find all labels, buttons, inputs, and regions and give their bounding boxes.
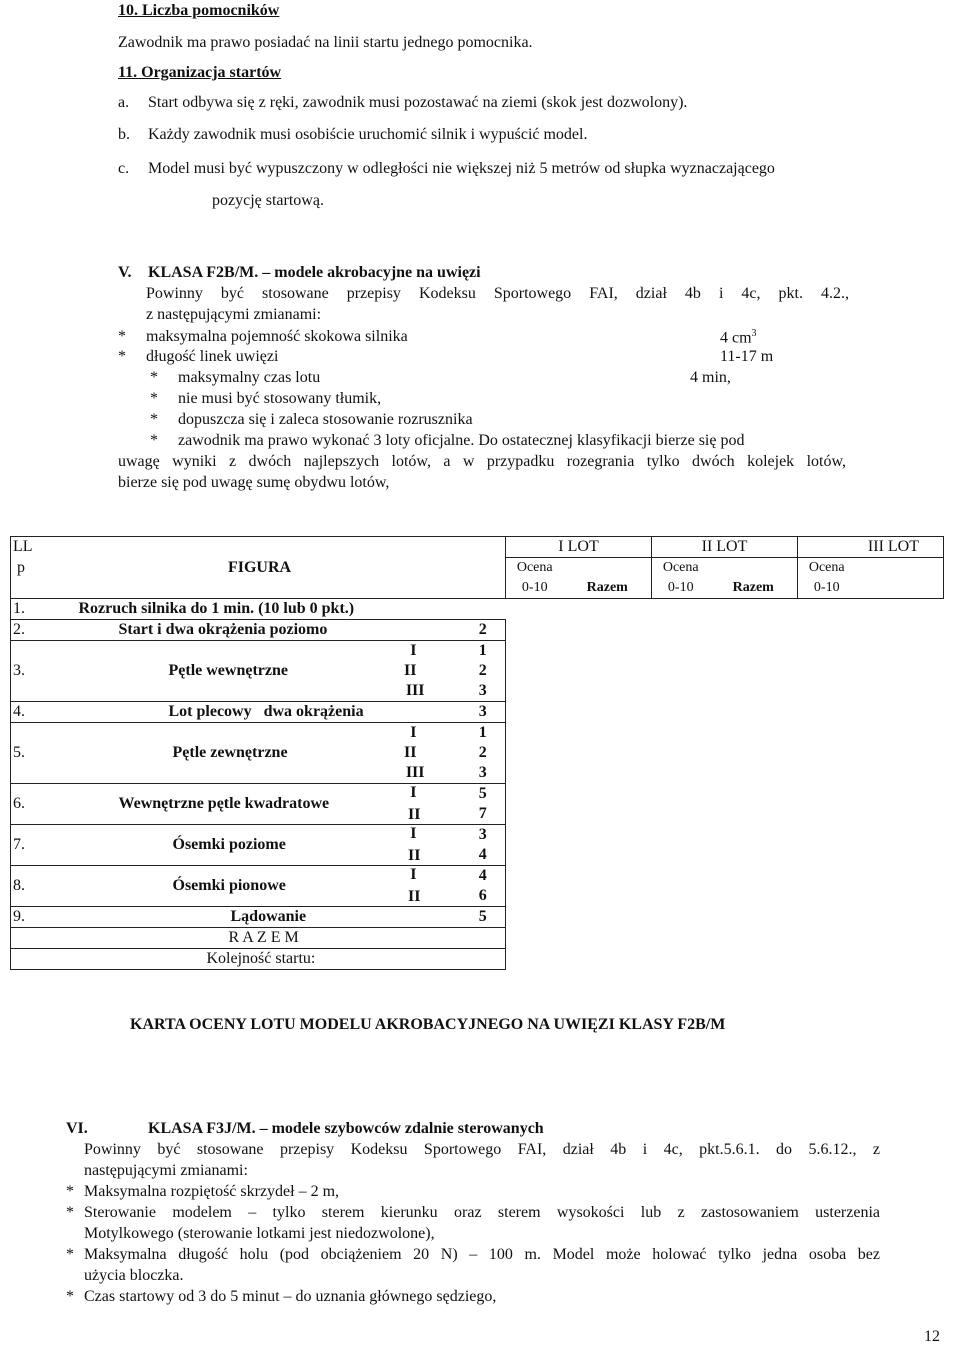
bullet-star: * [66, 1183, 74, 1200]
rule-item-3: maksymalny czas lotu [178, 369, 321, 386]
f3j-item-4: Czas startowy od 3 do 5 minut – do uznania głównego sędziego, [84, 1288, 497, 1305]
section-vi-subtitle: – modele szybowców zdalnie sterowanych [255, 1120, 544, 1137]
rule-item-5: dopuszcza się i zaleca stosowanie rozrusznika [178, 411, 473, 428]
range-1: 0-10 [521, 580, 548, 595]
lp-label-1: LL [13, 538, 33, 556]
figure-name: Lądowanie [59, 907, 461, 928]
ocena-2: Ocena [652, 558, 710, 579]
bullet-star: * [150, 390, 158, 407]
page-number: 12 [924, 1328, 940, 1345]
coefficient: 2 [461, 620, 506, 641]
total-label: R A Z E M [59, 928, 461, 949]
f3j-item-3-line2: użycia bloczka. [84, 1267, 184, 1284]
score-card-table [10, 536, 944, 970]
razem-2: Razem [732, 580, 774, 595]
card-title: KARTA OCENY LOTU MODELU AKROBACYJNEGO NA UWIĘZI KLASY F2B/M [130, 1016, 726, 1033]
repetition: II [404, 662, 417, 679]
figure-name: Rozruch silnika do 1 min. (10 lub 0 pkt.) [59, 599, 506, 620]
coefficient: 3 [461, 763, 506, 784]
item-b-label: b. [118, 126, 130, 143]
f3j-item-1: Maksymalna rozpiętość skrzydeł – 2 m, [84, 1183, 340, 1200]
coefficient: 1 [461, 723, 506, 744]
section-10-text: Zawodnik ma prawo posiadać na linii startu jednego pomocnika. [118, 34, 533, 51]
repetition: III [405, 764, 425, 781]
figura-header [59, 537, 461, 599]
ocena-1: Ocena [506, 558, 564, 579]
coefficient: 3 [461, 825, 506, 846]
item-a-text: Start odbywa się z ręki, zawodnik musi pozostawać na ziemi (skok jest dozwolony). [148, 94, 688, 111]
section-11-heading: 11. Organizacja startów [118, 64, 282, 81]
rule-item-6: zawodnik ma prawo wykonać 3 loty oficjalne. Do ostatecznej klasyfikacji bierze się pod [178, 432, 745, 449]
rule-item-1: maksymalna pojemność skokowa silnika [146, 328, 408, 345]
range-3: 0-10 [798, 578, 856, 599]
repetition: I [59, 641, 461, 662]
repetition: II [408, 806, 421, 823]
row-number: 6. [11, 784, 59, 825]
section-vi-class: KLASA F3J/M. [148, 1120, 256, 1137]
figure-name: Start i dwa okrążenia poziomo [59, 620, 461, 641]
bullet-star: * [66, 1246, 74, 1263]
repetition: III [405, 682, 425, 699]
figure-name [59, 743, 461, 763]
range-2: 0-10 [652, 578, 710, 599]
table-row [11, 949, 944, 970]
item-a-label: a. [118, 94, 130, 111]
figure-name-text: Pętle wewnętrzne [168, 662, 288, 679]
coefficient: 5 [461, 907, 506, 928]
razem-1: Razem [586, 580, 628, 595]
row-number: 4. [11, 702, 59, 723]
coefficient: 5 [461, 784, 506, 805]
figure-name-text: Wewnętrzne pętle kwadratowe [118, 795, 330, 812]
bullet-star: * [118, 328, 126, 345]
row-number: 8. [11, 866, 59, 907]
f3j-item-3-line1: Maksymalna długość holu (pod obciążeniem 20 N) – 100 m. Model może holować tylko jedna osoba bez [84, 1246, 880, 1263]
section-v-subtitle: – modele akrobacyjne na uwięzi [258, 264, 481, 281]
coefficient: 3 [461, 702, 506, 723]
section-v-class: KLASA F2B/M. [148, 264, 259, 281]
coefficient: 1 [461, 641, 506, 662]
bullet-star: * [118, 348, 126, 365]
coefficient: 2 [461, 743, 506, 763]
bullet-star: * [150, 432, 158, 449]
rule-item-2-value: 11-17 m [720, 348, 774, 365]
rule-item-4: nie musi być stosowany tłumik, [178, 390, 382, 407]
figure-name [59, 825, 461, 866]
repetition: I [59, 723, 461, 744]
row-number: 2. [11, 620, 59, 641]
item-b-text: Każdy zawodnik musi osobiście uruchomić silnik i wypuścić model. [148, 126, 588, 143]
table-row [11, 907, 944, 928]
figura-label: FIGURA [227, 558, 292, 576]
table-row [11, 825, 944, 846]
section-v-title [148, 264, 481, 282]
row-number: 5. [11, 743, 59, 763]
section-10-heading: 10. Liczba pomocników [118, 2, 280, 19]
table-row [11, 641, 944, 662]
figure-name-text: Ósemki poziome [172, 836, 286, 853]
row-number: 9. [11, 907, 59, 928]
section-vi-intro-line2: następującymi zmianami: [84, 1162, 248, 1179]
rule-item-2: długość linek uwięzi [146, 348, 279, 365]
bullet-star: * [66, 1204, 74, 1221]
repetition: I [410, 784, 417, 801]
coefficient: 4 [461, 866, 506, 887]
table-row [11, 723, 944, 744]
table-row [11, 620, 944, 641]
lp-label-2: p [17, 558, 25, 576]
table-row [11, 866, 944, 887]
bullet-star: * [150, 369, 158, 386]
coefficient: 4 [461, 845, 506, 866]
item-c-text: Model musi być wypuszczony w odległości nie większej niż 5 metrów od słupka wyznaczającego [148, 160, 775, 177]
rule-item-3-value: 4 min, [690, 369, 731, 386]
coefficient: 6 [461, 886, 506, 907]
section-v-number: V. [118, 264, 132, 281]
coefficient: 3 [461, 681, 506, 702]
f3j-item-2-line1: Sterowanie modelem – tylko sterem kierunku oraz sterem wysokości lub z zastosowaniem usterzenia [84, 1204, 880, 1221]
lot-3-header: III LOT [798, 537, 944, 558]
row-number: 7. [11, 825, 59, 866]
coefficient: 7 [461, 804, 506, 825]
repetition: II [408, 847, 421, 864]
section-vi-intro-line1: Powinny być stosowane przepisy Kodeksu Sportowego FAI, dział 4b i 4c, pkt.5.6.1. do 5.6.12., z [84, 1141, 880, 1158]
figure-name [59, 866, 461, 907]
figure-name-text: Pętle zewnętrzne [172, 744, 288, 761]
section-v-paragraph-line3: bierze się pod uwagę sumę obydwu lotów, [118, 474, 390, 491]
item-c-label: c. [118, 160, 130, 177]
repetition: II [408, 888, 421, 905]
row-number: 1. [11, 599, 59, 620]
f3j-item-2-line2: Motylkowego (sterowanie lotkami jest niedozwolone), [84, 1225, 435, 1242]
rule-item-1-value-text: 4 cm [720, 329, 752, 347]
row-number: 3. [11, 661, 59, 681]
repetition: II [404, 744, 417, 761]
section-v-intro-line1: Powinny być stosowane przepisy Kodeksu Sportowego FAI, dział 4b i 4c, pkt. 4.2., [146, 285, 849, 302]
section-v-intro-line2: z następującymi zmianami: [146, 306, 322, 323]
section-v-paragraph-line2: uwagę wyniki z dwóch najlepszych lotów, a w przypadku rozegrania tylko dwóch kolejek lotów, [118, 453, 846, 470]
bullet-star: * [150, 411, 158, 428]
figure-name [59, 784, 461, 825]
rule-item-1-value [720, 328, 757, 347]
lot-2-header: II LOT [652, 537, 798, 558]
bullet-star: * [66, 1288, 74, 1305]
coefficient: 2 [461, 661, 506, 681]
item-c-continuation: pozycję startową. [212, 192, 324, 209]
section-vi-title [148, 1120, 544, 1138]
table-row [11, 928, 944, 949]
table-row [11, 702, 944, 723]
repetition: I [410, 825, 417, 842]
table-row [11, 784, 944, 805]
figure-name: Lot plecowy dwa okrążenia [59, 702, 461, 723]
lp-header-cell [11, 537, 59, 558]
table-row [11, 599, 944, 620]
repetition: I [410, 866, 417, 883]
figure-name-text: Ósemki pionowe [172, 877, 286, 894]
lot-1-header: I LOT [506, 537, 652, 558]
start-order-label: Kolejność startu: [59, 949, 461, 970]
ocena-3: Ocena [798, 558, 856, 579]
section-vi-number: VI. [66, 1120, 88, 1137]
rule-item-1-superscript: 3 [751, 328, 757, 339]
figure-name [59, 661, 461, 681]
